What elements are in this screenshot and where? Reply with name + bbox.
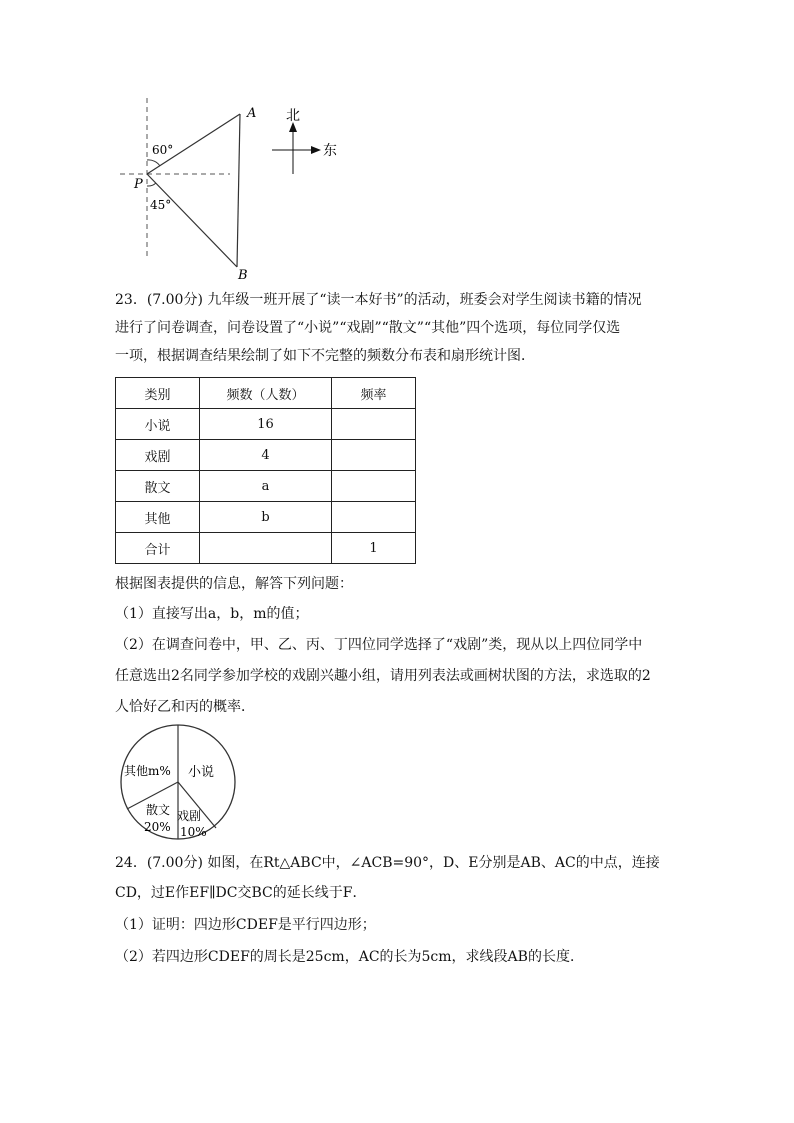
table-row — [116, 502, 416, 533]
header-frequency-count: 频数（人数） — [200, 378, 332, 409]
slice-value-drama: 10% — [180, 825, 207, 839]
cell: 散文 — [116, 471, 200, 502]
angle-45: 45° — [150, 198, 172, 212]
angle-60: 60° — [152, 143, 174, 157]
table-row — [116, 440, 416, 471]
table-row — [116, 533, 416, 564]
slice-value-essay: 20% — [144, 820, 171, 834]
cell: a — [200, 471, 332, 502]
table-header — [116, 378, 416, 409]
q24-part-2: （2）若四边形CDEF的周长是25cm，AC的长为5cm，求线段AB的长度． — [115, 949, 584, 965]
compass-figure — [110, 90, 360, 285]
q23-part-2-line-3: 人恰好乙和丙的概率． — [115, 699, 255, 715]
label-b: B — [238, 268, 248, 283]
q23-part-1: （1）直接写出a，b，m的值； — [115, 606, 309, 622]
q23-part-2-line-1: （2）在调查问卷中，甲、乙、丙、丁四位同学选择了“戏剧”类，现从以上四位同学中 — [115, 637, 643, 653]
q24-line-2: CD，过E作EF∥DC交BC的延长线于F． — [115, 885, 367, 901]
header-category: 类别 — [116, 378, 200, 409]
cell — [332, 409, 416, 440]
cell: 其他 — [116, 502, 200, 533]
header-frequency-rate: 频率 — [332, 378, 416, 409]
label-p: P — [134, 177, 143, 192]
cell — [200, 533, 332, 564]
cell: 16 — [200, 409, 332, 440]
table-row — [116, 409, 416, 440]
east-label: 东 — [323, 143, 337, 159]
q23-prompt: 根据图表提供的信息，解答下列问题： — [115, 576, 353, 592]
slice-label-other: 其他m% — [124, 764, 171, 778]
slice-label-novel: 小说 — [188, 765, 215, 780]
q24-part-1: （1）证明：四边形CDEF是平行四边形； — [115, 917, 376, 933]
q23-line-2: 进行了问卷调查，问卷设置了“小说”“戏剧”“散文”“其他”四个选项，每位同学仅选 — [115, 320, 621, 336]
cell: 合计 — [116, 533, 200, 564]
north-label: 北 — [286, 108, 300, 124]
frequency-table — [115, 377, 416, 564]
cell — [332, 471, 416, 502]
cell: 小说 — [116, 409, 200, 440]
cell — [332, 502, 416, 533]
cell: 戏剧 — [116, 440, 200, 471]
slice-label-drama: 戏剧 — [177, 809, 202, 823]
cell: 1 — [332, 533, 416, 564]
q23-line-1: 23．(7.00分) 九年级一班开展了“读一本好书”的活动，班委会对学生阅读书籍的情况 — [115, 292, 642, 308]
slice-label-essay: 散文 — [146, 803, 171, 817]
q24-line-1: 24．(7.00分) 如图，在Rt△ABC中，∠ACB=90°，D、E分别是AB、AC的中点，连接 — [115, 855, 660, 871]
q23-line-3: 一项，根据调查结果绘制了如下不完整的频数分布表和扇形统计图． — [115, 348, 535, 364]
cell: 4 — [200, 440, 332, 471]
cell — [332, 440, 416, 471]
pie-chart — [110, 720, 250, 845]
table-row — [116, 471, 416, 502]
label-a: A — [247, 106, 257, 121]
q23-part-2-line-2: 任意选出2名同学参加学校的戏剧兴趣小组，请用列表法或画树状图的方法，求选取的2 — [115, 668, 651, 684]
cell: b — [200, 502, 332, 533]
